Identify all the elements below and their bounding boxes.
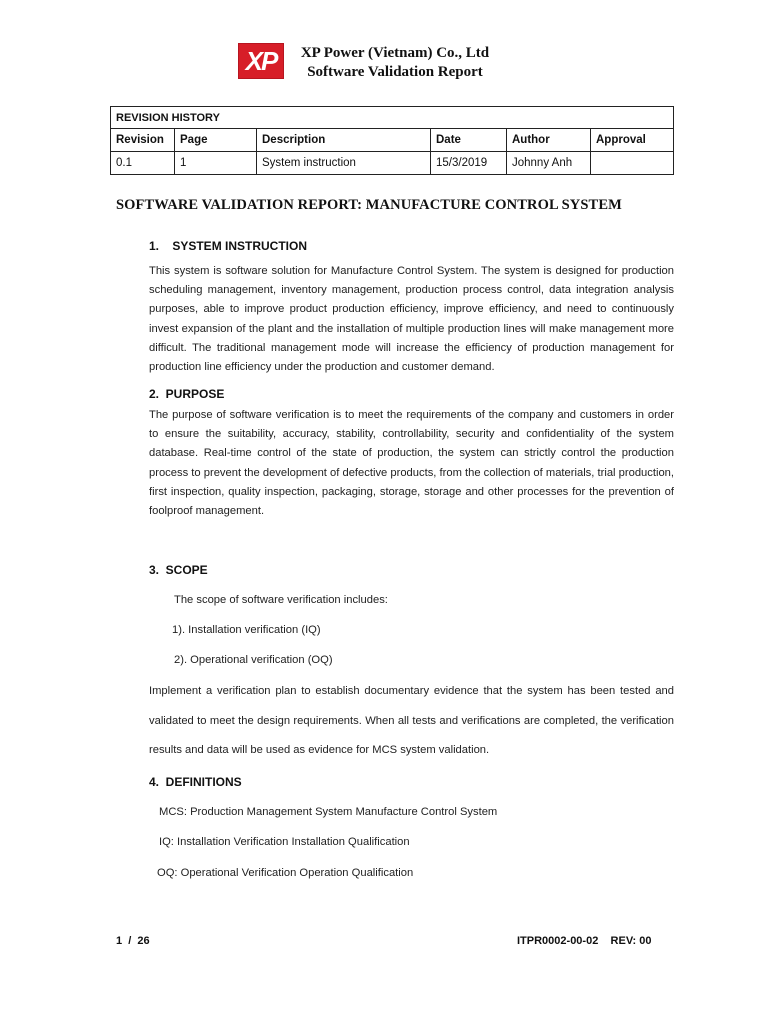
scope-item-2: 2). Operational verification (OQ) [174,654,333,666]
scope-item-1: 1). Installation verification (IQ) [172,624,321,636]
cell-approval [591,152,674,175]
document-title: SOFTWARE VALIDATION REPORT: MANUFACTURE CONTROL SYSTEM [116,197,622,213]
section-1-heading: 1. SYSTEM INSTRUCTION [149,239,308,253]
section-2-body: The purpose of software verification is to meet the requirements of the company and customers in order to ensure the suitability, accuracy, stability, controllability, security and confidentiality of the system database. Real-time control of the state of production, the system can strictly control the production process to prevent the development of defective products, from the collection of materials, trial production, first inspection, quality inspection, packaging, storage, storage and other processes for the prevention of foolproof management. [149,409,674,518]
col-header-page: Page [175,129,257,152]
table-row [111,152,674,175]
section-2-heading: 2. PURPOSE [149,387,225,401]
report-name: Software Validation Report [307,64,483,80]
col-header-author: Author [507,129,591,152]
document-reference: ITPR0002-00-02 REV: 00 [517,935,652,947]
cell-author: Johnny Anh [507,152,591,175]
col-header-date: Date [431,129,507,152]
company-logo [238,43,284,79]
scope-intro: The scope of software verification includes: [174,594,388,606]
cell-revision: 0.1 [111,152,175,175]
company-name: XP Power (Vietnam) Co., Ltd [300,45,490,61]
header-block [285,44,505,82]
cell-description: System instruction [257,152,431,175]
logo-text: XP [245,46,277,76]
section-1-body: This system is software solution for Manufacture Control System. The system is designed for production scheduling management, inventory management, production process control, data integration analysis purposes, able to improve product production efficiency, improve efficiency, and need to continuously invest expansion of the plant and the installation of multiple production lines will make management more difficult. The traditional management mode will increase the efficiency of production management for production line efficiency under the production and customer demand. [149,265,674,374]
cell-page: 1 [175,152,257,175]
definition-oq: OQ: Operational Verification Operation Qualification [157,867,414,879]
col-header-approval: Approval [591,129,674,152]
section-3-body: Implement a verification plan to establish documentary evidence that the system has been tested and validated to meet the design requirements. When all tests and verifications are completed, the verification results and data will be used as evidence for MCS system validation. [149,685,674,756]
col-header-revision: Revision [111,129,175,152]
section-3-heading: 3. SCOPE [149,563,208,577]
definition-mcs: MCS: Production Management System Manufacture Control System [159,806,498,818]
section-4-heading: 4. DEFINITIONS [149,775,242,789]
definition-iq: IQ: Installation Verification Installation Qualification [159,836,410,848]
cell-date: 15/3/2019 [431,152,507,175]
page-number: 1 / 26 [116,935,150,947]
revision-table-title: REVISION HISTORY [111,107,674,129]
col-header-description: Description [257,129,431,152]
revision-history-table [110,106,674,175]
